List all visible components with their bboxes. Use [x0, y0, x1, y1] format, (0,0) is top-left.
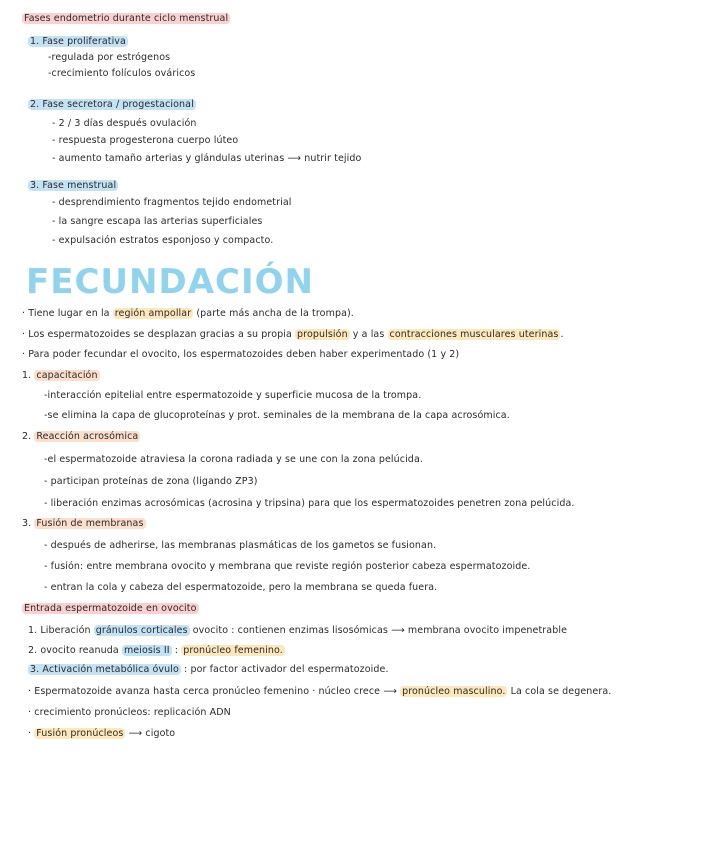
phase2-item: - aumento tamaño arterias y glándulas uterinas ⟶ nutrir tejido: [52, 153, 362, 164]
highlight-contracciones: contracciones musculares uterinas: [389, 329, 559, 340]
entrada-heading: [22, 603, 199, 614]
phase2-title: [28, 99, 196, 110]
fecundacion-bullet-1: · Tiene lugar en la región ampollar (parte más ancha de la trompa).: [22, 308, 354, 319]
step3-title: 3. Fusión de membranas: [22, 518, 144, 529]
step2-item: -el espermatozoide atraviesa la corona radiada y se une con la zona pelúcida.: [44, 454, 423, 465]
highlight-region-ampollar: región ampollar: [114, 308, 192, 319]
phase1-title-text: 1. Fase proliferativa: [30, 36, 126, 47]
entrada-item-6: · Fusión pronúcleos ⟶ cigoto: [28, 728, 176, 739]
section-heading-fases: [22, 13, 230, 24]
entrada-item-5: · crecimiento pronúcleos: replicación ADN: [28, 707, 231, 718]
entrada-item-4: · Espermatozoide avanza hasta cerca pronúcleo femenino · núcleo crece ⟶ pronúcleo masculino. La cola se degenera.: [28, 686, 612, 697]
fecundacion-bullet-2: · Los espermatozoides se desplazan gracias a su propia propulsión y a las contracciones musculares uterinas .: [22, 329, 564, 340]
phase3-title: [28, 180, 118, 191]
phase2-item: - 2 / 3 días después ovulación: [52, 118, 197, 129]
phase1-item: -regulada por estrógenos: [48, 52, 171, 63]
phase3-item: - expulsación estratos esponjoso y compacto.: [52, 235, 274, 246]
step2-item: - participan proteínas de zona (ligando ZP3): [44, 476, 258, 487]
step2-title-text: Reacción acrosómica: [36, 431, 139, 442]
step1-item: -se elimina la capa de glucoproteínas y prot. seminales de la membrana de la capa acrosómica.: [44, 410, 510, 421]
phase2-title-text: 2. Fase secretora / progestacional: [30, 99, 194, 110]
step1-item: -interacción epitelial entre espermatozoide y superficie mucosa de la trompa.: [44, 390, 422, 401]
step1-title-text: capacitación: [36, 370, 98, 381]
highlight-fusion-pronucleos: Fusión pronúcleos: [36, 728, 124, 739]
entrada-item-1: 1. Liberación gránulos corticales ovocito : contienen enzimas lisosómicas ⟶ membrana ovocito impenetrable: [28, 625, 568, 636]
phase1-item: -crecimiento folículos ováricos: [48, 68, 196, 79]
step3-item: - después de adherirse, las membranas plasmáticas de los gametos se fusionan.: [44, 540, 437, 551]
phase2-item: - respuesta progesterona cuerpo lúteo: [52, 135, 239, 146]
step3-title-text: Fusión de membranas: [36, 518, 144, 529]
phase3-item: - desprendimiento fragmentos tejido endometrial: [52, 197, 292, 208]
entrada-item-3: 3. Activación metabólica óvulo : por factor activador del espermatozoide.: [30, 664, 389, 675]
highlight-pronucleo-masculino: pronúcleo masculino.: [402, 686, 506, 697]
step2-item: - liberación enzimas acrosómicas (acrosina y tripsina) para que los espermatozoides penetren zona pelúcida.: [44, 498, 575, 509]
entrada-heading-text: Entrada espermatozoide en ovocito: [24, 603, 197, 614]
entrada-item-2: 2. ovocito reanuda meiosis II : pronúcleo femenino.: [28, 645, 283, 656]
highlight-meiosis: meiosis II: [123, 645, 170, 656]
step3-item: - fusión: entre membrana ovocito y membrana que reviste región posterior cabeza espermatozoide.: [44, 561, 531, 572]
step2-title: 2. Reacción acrosómica: [22, 431, 139, 442]
step3-item: - entran la cola y cabeza del espermatozoide, pero la membrana se queda fuera.: [44, 582, 438, 593]
step1-title: 1. capacitación: [22, 370, 98, 381]
highlight-propulsion: propulsión: [297, 329, 348, 340]
phase3-title-text: 3. Fase menstrual: [30, 180, 117, 191]
highlight-pronucleo-femenino: pronúcleo femenino.: [183, 645, 283, 656]
highlight-activacion: 3. Activación metabólica óvulo: [30, 664, 179, 675]
fecundacion-bullet-3: · Para poder fecundar el ovocito, los espermatozoides deben haber experimentado (1 y 2): [22, 349, 460, 360]
phase3-item: - la sangre escapa las arterias superficiales: [52, 216, 263, 227]
phase1-title: [28, 36, 128, 47]
heading-text: Fases endometrio durante ciclo menstrual: [24, 13, 229, 24]
highlight-granulos: gránulos corticales: [95, 625, 188, 636]
fecundacion-title: FECUNDACIÓN: [26, 262, 314, 302]
